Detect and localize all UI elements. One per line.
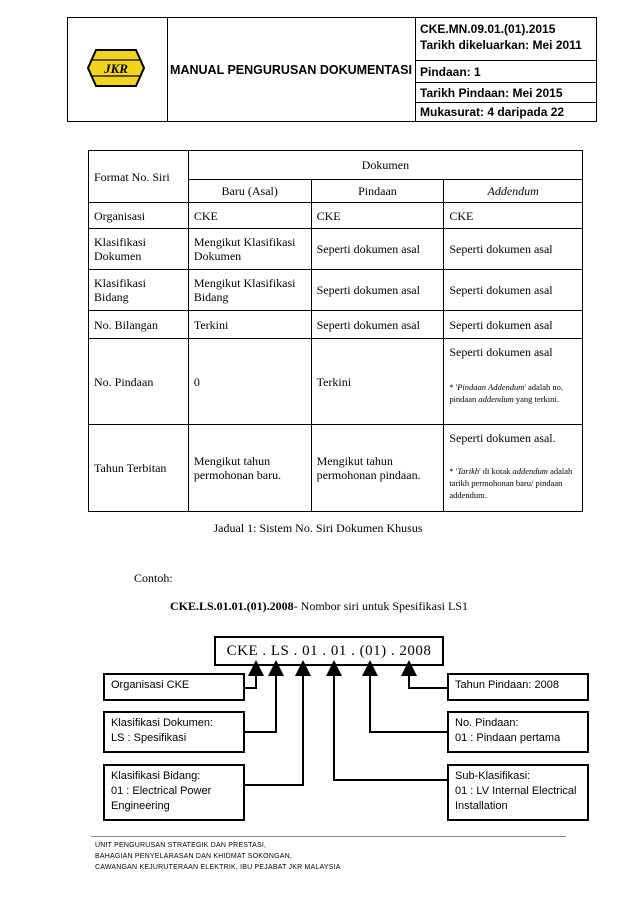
row-label: No. Pindaan <box>89 339 189 425</box>
box-text: Klasifikasi Bidang: <box>111 770 201 782</box>
cell: Mengikut tahun permohonan pindaan. <box>311 425 444 512</box>
cell: Seperti dokumen asal <box>444 229 583 270</box>
cell: Seperti dokumen asal <box>311 311 444 339</box>
cell: 0 <box>188 339 311 425</box>
box-tahun-pindaan <box>447 673 589 701</box>
format-header: Format No. Siri <box>89 151 189 203</box>
cell: Seperti dokumen asal <box>444 311 583 339</box>
cell: Seperti dokumen asal <box>311 229 444 270</box>
cell: CKE <box>444 203 583 229</box>
cell: CKE <box>311 203 444 229</box>
cell-text: Seperti dokumen asal. <box>449 431 556 445</box>
example-desc: - Nombor siri untuk Spesifikasi LS1 <box>293 599 469 613</box>
box-text: Sub-Klasifikasi: <box>455 770 531 782</box>
row-label: No. Bilangan <box>89 311 189 339</box>
row-label: Tahun Terbitan <box>89 425 189 512</box>
page-number: Mukasurat: 4 daripada 22 <box>420 105 565 119</box>
manual-title: MANUAL PENGURUSAN DOKUMENTASI <box>167 18 416 121</box>
box-text: Installation <box>455 800 508 812</box>
box-text: LS : Spesifikasi <box>111 732 187 744</box>
row-label: Organisasi <box>89 203 189 229</box>
box-klasifikasi-dokumen <box>103 711 245 753</box>
box-klasifikasi-bidang <box>103 764 245 821</box>
example-heading: Contoh: <box>134 571 173 585</box>
box-text: Engineering <box>111 800 170 812</box>
box-no-pindaan <box>447 711 589 753</box>
box-text: Organisasi CKE <box>111 679 190 691</box>
revision-date: Tarikh Pindaan: Mei 2015 <box>420 86 563 100</box>
box-text: 01 : Electrical Power <box>111 785 212 797</box>
footer-divider <box>91 836 566 837</box>
cell: Mengikut Klasifikasi Bidang <box>188 270 311 311</box>
note: * 'Pindaan Addendum' adalah no. pindaan addendum yang terkini. <box>449 382 563 404</box>
cell-text: Seperti dokumen asal <box>449 345 553 359</box>
box-text: Tahun Pindaan: 2008 <box>455 679 559 691</box>
row-label: Klasifikasi Dokumen <box>89 229 189 270</box>
footer <box>95 840 341 873</box>
serial-code-box: CKE . LS . 01 . 01 . (01) . 2008 <box>214 636 444 666</box>
example-code: CKE.LS.01.01.(01).2008 <box>170 599 294 613</box>
cell: CKE <box>188 203 311 229</box>
box-text: 01 : LV Internal Electrical <box>455 785 577 797</box>
col-pindaan: Pindaan <box>311 180 444 203</box>
cell: Terkini <box>188 311 311 339</box>
cell: Mengikut tahun permohonan baru. <box>188 425 311 512</box>
col-baru: Baru (Asal) <box>188 180 311 203</box>
revision: Pindaan: 1 <box>420 65 481 79</box>
box-text: 01 : Pindaan pertama <box>455 732 561 744</box>
doc-header: Dokumen <box>188 151 582 180</box>
issue-date: Tarikh dikeluarkan: Mei 2011 <box>420 38 582 52</box>
cell: Terkini <box>311 339 444 425</box>
footer-line-3: CAWANGAN KEJURUTERAAN ELEKTRIK, IBU PEJABAT JKR MALAYSIA <box>95 864 341 871</box>
box-text: Klasifikasi Dokumen: <box>111 717 214 729</box>
footer-line-1: UNIT PENGURUSAN STRATEGIK DAN PRESTASI, <box>95 842 267 849</box>
col-addendum: Addendum <box>444 180 583 203</box>
row-label: Klasifikasi Bidang <box>89 270 189 311</box>
box-text: No. Pindaan: <box>455 717 519 729</box>
table-caption: Jadual 1: Sistem No. Siri Dokumen Khusus <box>213 521 423 535</box>
box-sub-klasifikasi <box>447 764 589 821</box>
note: * 'Tarikh' di kotak addendum adalah tarikh permohonan baru/ pindaan addendum. <box>449 466 573 500</box>
doc-code: CKE.MN.09.01.(01).2015 <box>420 22 556 36</box>
cell: Mengikut Klasifikasi Dokumen <box>188 229 311 270</box>
footer-line-2: BAHAGIAN PENYELARASAN DAN KHIDMAT SOKONGAN, <box>95 853 292 860</box>
svg-text:JKR: JKR <box>104 61 128 76</box>
box-organisasi <box>103 673 245 701</box>
cell: Seperti dokumen asal <box>311 270 444 311</box>
cell: Seperti dokumen asal <box>444 270 583 311</box>
